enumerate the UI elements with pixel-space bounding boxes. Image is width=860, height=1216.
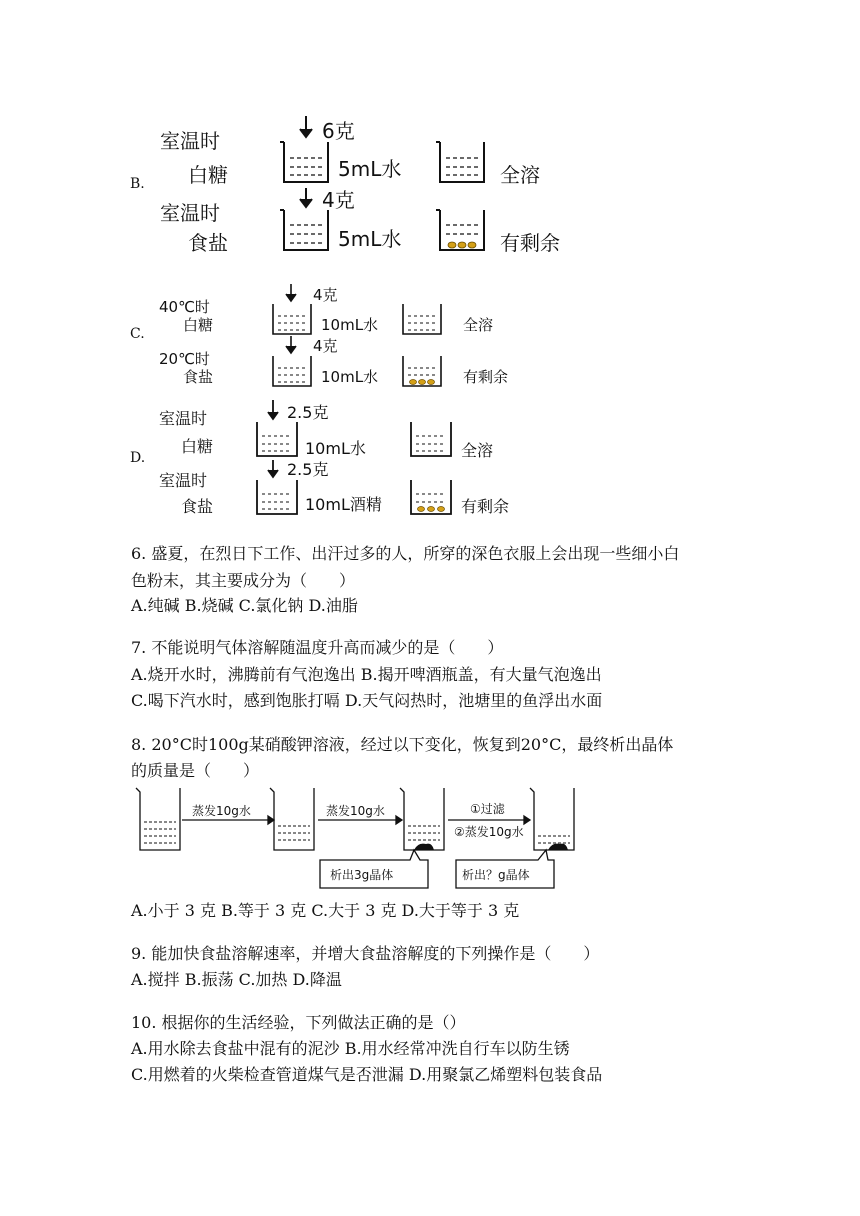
q7-line1: 7. 不能说明气体溶解随温度升高而减少的是（ ） [131, 638, 504, 657]
c-row1-amount: 4克 [313, 286, 338, 304]
c-residue-icon [410, 380, 435, 385]
b-row1-condition: 室温时 [160, 129, 220, 153]
q7-options1: A.烧开水时，沸腾前有气泡逸出 B.揭开啤酒瓶盖，有大量气泡逸出 [131, 665, 602, 684]
c-row1-result: 全溶 [463, 316, 494, 334]
q10-options2: C.用燃着的火柴检查管道煤气是否泄漏 D.用聚氯乙烯塑料包装食品 [131, 1065, 603, 1084]
c-row1-condition: 40℃时 [159, 298, 210, 316]
b-row2-water: 5mL水 [338, 227, 402, 251]
option-c-figure [155, 280, 555, 388]
q8-callout1: 析出3g晶体 [330, 868, 394, 882]
option-b-letter: B. [130, 176, 145, 192]
d-row1-amount: 2.5克 [287, 403, 329, 422]
q9-line1: 9. 能加快食盐溶解速率，并增大食盐溶解度的下列操作是（ ） [131, 944, 600, 963]
c-row1-water: 10mL水 [321, 316, 379, 334]
q6-options: A.纯碱 B.烧碱 C.氯化钠 D.油脂 [131, 596, 358, 615]
q9-options: A.搅拌 B.振荡 C.加热 D.降温 [131, 970, 342, 989]
option-c-letter: C. [130, 326, 145, 342]
b-residue-icon [448, 242, 476, 248]
crystal-icon [414, 844, 568, 850]
b-row2-solute: 食盐 [188, 231, 228, 255]
d-row2-solute: 食盐 [181, 497, 214, 516]
q8-arrow3-label-a: ①过滤 [470, 802, 505, 816]
option-d-figure [155, 398, 555, 518]
d-row2-result: 有剩余 [461, 497, 510, 516]
d-row2-amount: 2.5克 [287, 460, 329, 479]
b-row1-result: 全溶 [500, 163, 540, 187]
b-row1-solute: 白糖 [188, 163, 228, 187]
q8-diagram [128, 784, 588, 896]
c-row2-water: 10mL水 [321, 368, 379, 386]
q8-callout2: 析出？g晶体 [462, 868, 530, 882]
d-row1-water: 10mL水 [305, 439, 366, 458]
q8-line1: 8. 20°C时100g某硝酸钾溶液，经过以下变化，恢复到20°C，最终析出晶体 [131, 735, 674, 754]
q10-line1: 10. 根据你的生活经验，下列做法正确的是（） [131, 1013, 466, 1032]
b-row1-amount: 6克 [322, 119, 355, 143]
b-row2-result: 有剩余 [500, 231, 560, 255]
c-row2-solute: 食盐 [183, 368, 214, 386]
d-residue-icon [418, 507, 445, 512]
c-row2-result: 有剩余 [463, 368, 509, 386]
b-row2-condition: 室温时 [160, 201, 220, 225]
option-b-figure [150, 112, 620, 260]
q10-options1: A.用水除去食盐中混有的泥沙 B.用水经常冲洗自行车以防生锈 [131, 1039, 570, 1058]
b-row1-water: 5mL水 [338, 157, 402, 181]
q8-arrow2-label: 蒸发10g水 [326, 804, 385, 818]
q7-options2: C.喝下汽水时，感到饱胀打嗝 D.天气闷热时，池塘里的鱼浮出水面 [131, 691, 603, 710]
d-row2-water: 10mL酒精 [305, 495, 382, 514]
c-row2-condition: 20℃时 [159, 350, 210, 368]
b-row2-amount: 4克 [322, 188, 355, 212]
q8-line2: 的质量是（ ） [131, 761, 260, 780]
q6-line1: 6. 盛夏，在烈日下工作、出汗过多的人，所穿的深色衣服上会出现一些细小白 [131, 544, 680, 563]
d-row1-result: 全溶 [461, 441, 494, 460]
q8-arrow3-label-b: ②蒸发10g水 [454, 825, 524, 839]
q8-options: A.小于 3 克 B.等于 3 克 C.大于 3 克 D.大于等于 3 克 [131, 901, 520, 920]
q6-line2: 色粉末，其主要成分为（ ） [131, 571, 356, 590]
d-row1-condition: 室温时 [159, 409, 208, 428]
c-row1-solute: 白糖 [183, 316, 214, 334]
c-row2-amount: 4克 [313, 337, 338, 355]
option-d-letter: D. [130, 450, 146, 466]
d-row1-solute: 白糖 [181, 437, 214, 456]
q8-arrow1-label: 蒸发10g水 [192, 804, 251, 818]
d-row2-condition: 室温时 [159, 471, 208, 490]
